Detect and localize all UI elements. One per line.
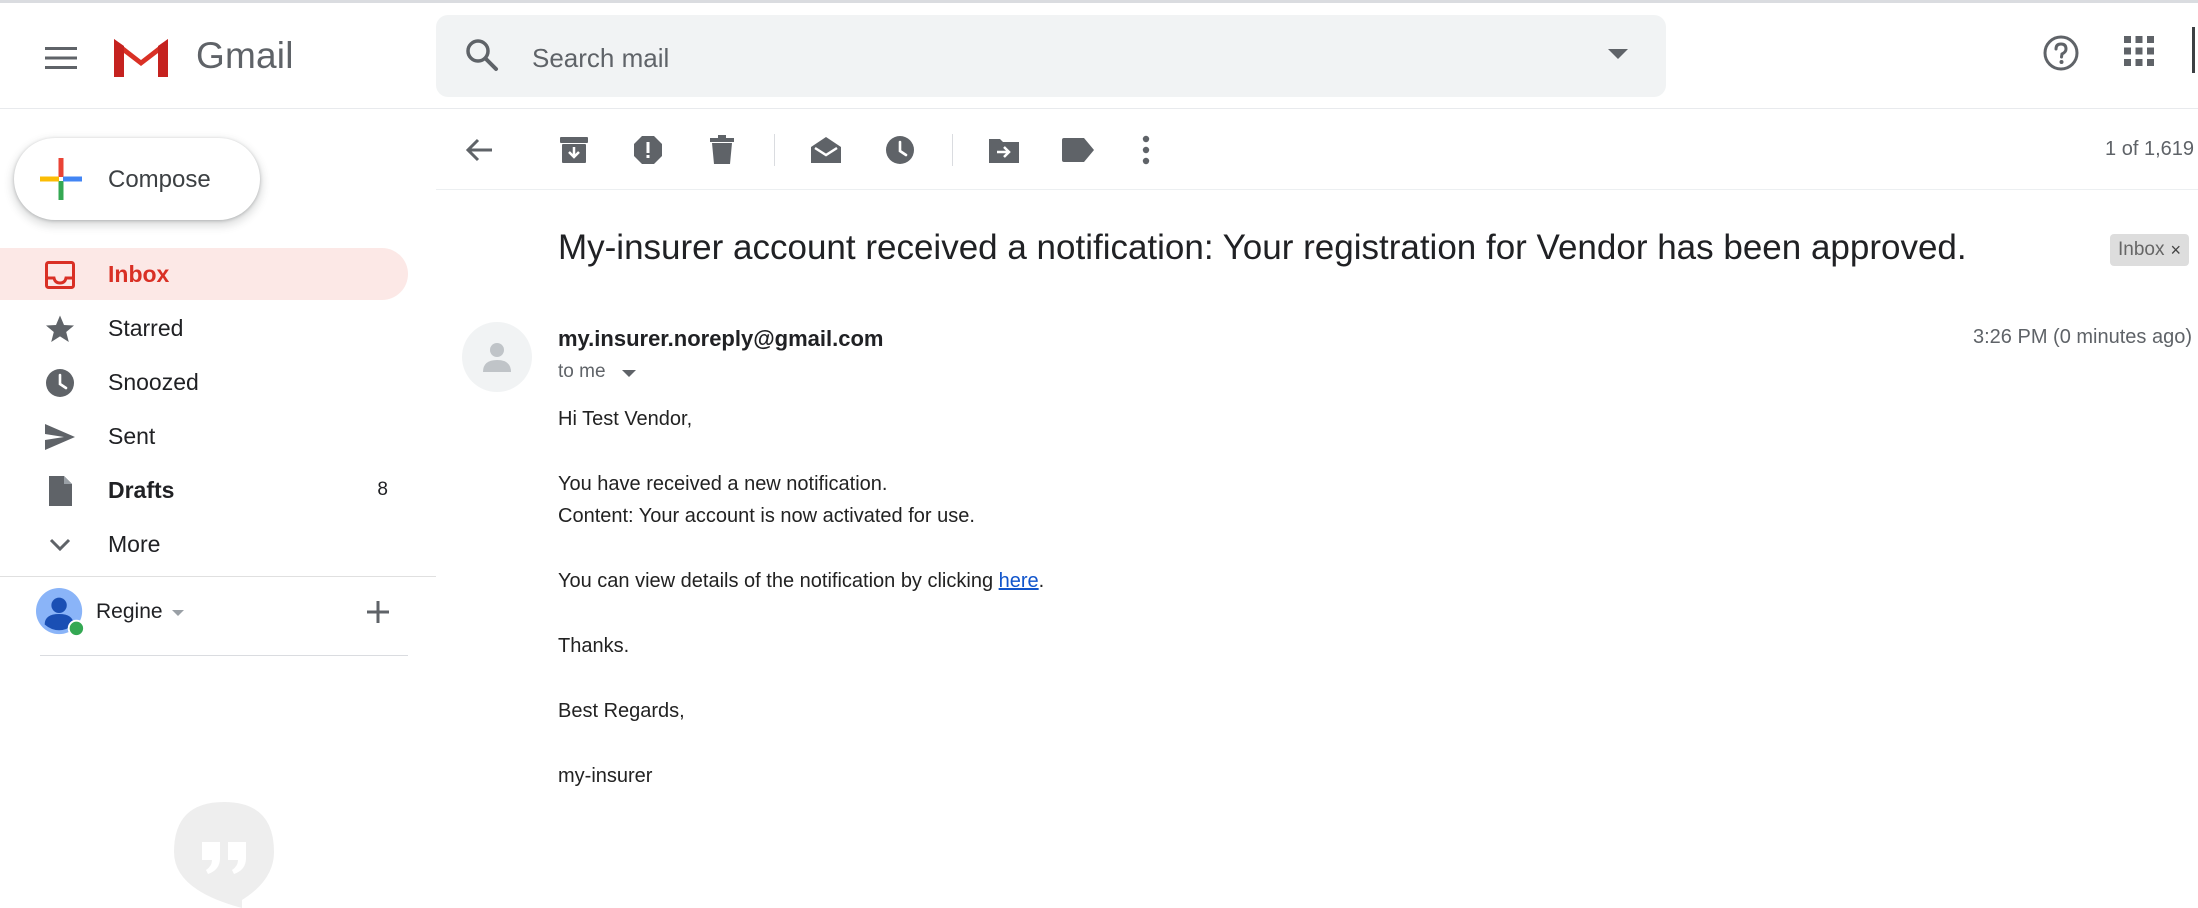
toolbar-separator	[774, 134, 775, 166]
body-regards: Best Regards,	[558, 700, 685, 722]
body-line-with-link	[558, 570, 1044, 593]
account-edge	[2192, 27, 2195, 73]
hangouts-user-row	[36, 588, 408, 640]
user-name[interactable]: Regine	[96, 600, 163, 623]
gmail-logo[interactable]	[108, 31, 294, 81]
sidebar-item-sent[interactable]	[0, 410, 408, 462]
inbox-icon	[44, 260, 76, 290]
drafts-count: 8	[377, 479, 388, 500]
body-thanks: Thanks.	[558, 635, 630, 657]
delete-icon	[709, 135, 735, 165]
sidebar-divider	[0, 576, 436, 577]
main-menu-button[interactable]	[28, 29, 94, 87]
body-line: Content: Your account is now activated for use.	[558, 505, 975, 527]
sidebar-item-label: Starred	[108, 315, 184, 341]
snooze-button[interactable]	[882, 132, 918, 168]
app-header	[0, 3, 2198, 109]
send-icon	[44, 422, 76, 452]
sidebar-item-label: Sent	[108, 423, 156, 449]
compose-button[interactable]	[14, 138, 260, 220]
help-icon[interactable]	[2042, 34, 2080, 72]
body-text: You can view details of the notification by clicking	[558, 570, 999, 592]
user-menu-caret-icon[interactable]	[172, 610, 184, 616]
add-icon[interactable]	[366, 600, 390, 624]
star-icon	[44, 314, 76, 344]
search-icon[interactable]	[464, 37, 500, 73]
body-signature: my-insurer	[558, 765, 653, 787]
sidebar-item-label: Snoozed	[108, 369, 199, 395]
snooze-icon	[885, 135, 915, 165]
body-line: You have received a new notification.	[558, 473, 888, 495]
gmail-m-icon	[108, 31, 174, 81]
user-avatar[interactable]	[36, 588, 86, 638]
search-input[interactable]: Search mail	[532, 43, 670, 73]
back-arrow-icon	[466, 138, 494, 162]
sidebar-item-starred[interactable]	[0, 302, 408, 354]
more-options-button[interactable]	[1128, 132, 1164, 168]
move-to-icon	[988, 136, 1020, 164]
pagination-count: 1 of 1,619	[2105, 138, 2194, 160]
mark-unread-button[interactable]	[808, 132, 844, 168]
sidebar-item-more[interactable]	[0, 518, 408, 570]
draft-icon	[44, 476, 76, 506]
email-subject: My-insurer account received a notification: Your registration for Vendor has been approved.	[558, 228, 1967, 267]
default-avatar-icon	[481, 340, 513, 374]
sidebar-item-label: Drafts	[108, 477, 175, 503]
sidebar-item-drafts[interactable]	[0, 464, 408, 516]
remove-label-icon[interactable]: ×	[2170, 239, 2181, 260]
report-spam-icon	[633, 135, 663, 165]
compose-label: Compose	[108, 166, 211, 193]
user-divider	[40, 655, 408, 656]
more-vert-icon	[1142, 135, 1150, 165]
body-greeting: Hi Test Vendor,	[558, 408, 693, 430]
delete-button[interactable]	[704, 132, 740, 168]
back-button[interactable]	[462, 132, 498, 168]
mark-unread-icon	[809, 135, 843, 165]
search-options-caret-icon[interactable]	[1608, 49, 1628, 59]
compose-plus-icon	[40, 158, 82, 200]
sender-avatar[interactable]	[462, 322, 532, 392]
search-bar[interactable]	[436, 15, 1666, 97]
chevron-down-icon	[44, 530, 76, 560]
inbox-label-chip[interactable]	[2110, 234, 2189, 266]
show-details-caret-icon[interactable]	[622, 370, 636, 377]
sidebar-item-inbox[interactable]	[0, 248, 408, 300]
label-icon	[1061, 137, 1095, 163]
sidebar-item-label: More	[108, 531, 161, 557]
notification-link[interactable]: here	[998, 570, 1039, 592]
message-toolbar	[436, 110, 2198, 190]
body-text: .	[1038, 570, 1045, 592]
report-spam-button[interactable]	[630, 132, 666, 168]
app-name: Gmail	[196, 35, 294, 76]
recipient-summary[interactable]: to me	[558, 361, 606, 382]
move-to-button[interactable]	[986, 132, 1022, 168]
sidebar-item-label: Inbox	[108, 261, 170, 287]
archive-icon	[559, 136, 589, 164]
labels-button[interactable]	[1060, 132, 1096, 168]
sender-email[interactable]: my.insurer.noreply@gmail.com	[558, 326, 884, 351]
label-chip-text: Inbox	[2118, 239, 2165, 260]
toolbar-separator	[952, 134, 953, 166]
google-apps-icon[interactable]	[2124, 36, 2154, 66]
clock-icon	[44, 368, 76, 398]
archive-button[interactable]	[556, 132, 592, 168]
hangouts-icon[interactable]	[172, 800, 276, 908]
message-timestamp: 3:26 PM (0 minutes ago)	[1973, 326, 2192, 348]
hamburger-menu-icon	[45, 46, 77, 70]
sidebar-item-snoozed[interactable]	[0, 356, 408, 408]
